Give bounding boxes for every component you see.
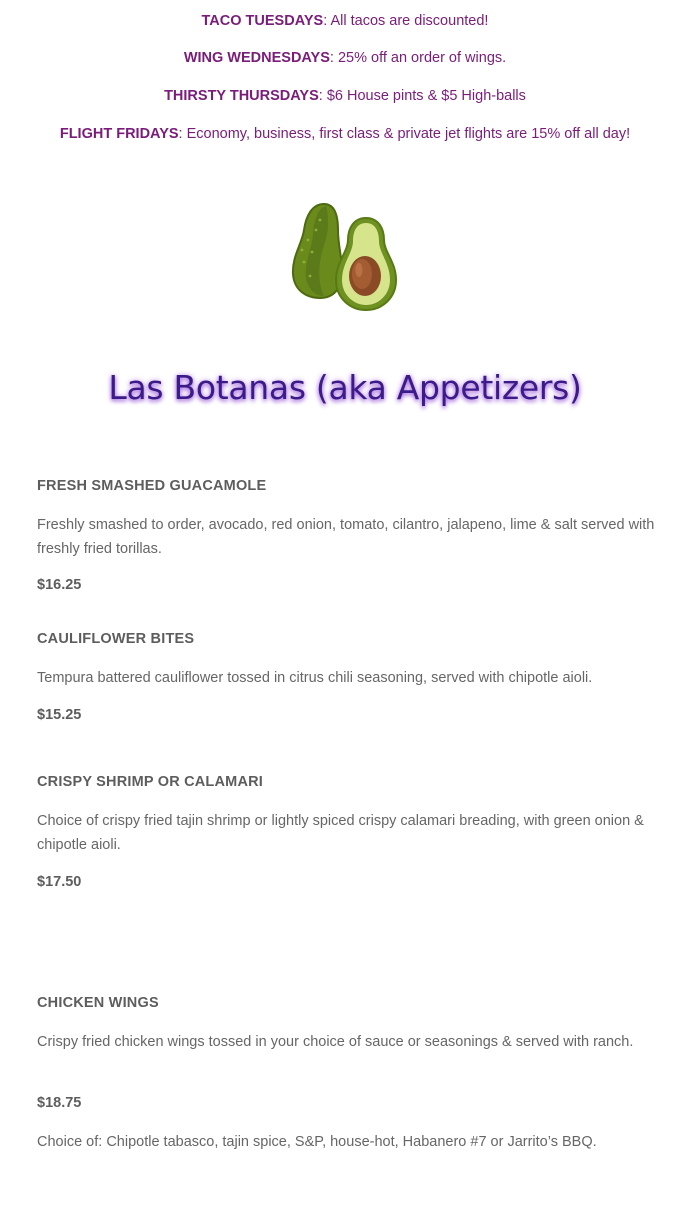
special-text: : $6 House pints & $5 High-balls [318, 88, 526, 104]
item-name-shrimp-calamari: CRISPY SHRIMP OR CALAMARI [37, 774, 264, 790]
item-description-chicken-wings: Crispy fried chicken wings tossed in your choice of sauce or seasonings & served with ranch. [37, 1034, 634, 1050]
special-day: WING WEDNESDAYS [183, 50, 330, 66]
item-description-shrimp-calamari: Choice of crispy fried tajin shrimp or lightly spiced crispy calamari breading, with green onion & chipotle aioli. [37, 813, 644, 853]
special-day: FLIGHT FRIDAYS [59, 126, 179, 142]
item-name-cauliflower-bites: CAULIFLOWER BITES [37, 631, 195, 647]
item-price-chicken-wings: $18.75 [37, 1095, 82, 1111]
special-thirsty-thursdays [0, 88, 690, 104]
avocado-icon [290, 200, 402, 315]
special-text: : Economy, business, first class & private jet flights are 15% off all day! [178, 126, 631, 142]
item-price-shrimp-calamari: $17.50 [37, 874, 82, 890]
item-price-cauliflower-bites: $15.25 [37, 707, 82, 723]
section-title: Las Botanas (aka Appetizers) [108, 368, 582, 407]
special-wing-wednesdays [0, 50, 690, 66]
item-name-chicken-wings: CHICKEN WINGS [37, 995, 159, 1011]
special-taco-tuesdays [0, 13, 690, 29]
item-description-guacamole: Freshly smashed to order, avocado, red onion, tomato, cilantro, jalapeno, lime & salt served with freshly fried torillas. [37, 517, 655, 557]
special-flight-fridays [0, 126, 690, 142]
special-text: : 25% off an order of wings. [329, 50, 507, 66]
special-day: THIRSTY THURSDAYS [164, 88, 319, 104]
item-price-guacamole: $16.25 [37, 577, 82, 593]
special-text: : All tacos are discounted! [323, 13, 489, 29]
item-name-guacamole: FRESH SMASHED GUACAMOLE [37, 478, 267, 494]
item-description-cauliflower-bites: Tempura battered cauliflower tossed in citrus chili seasoning, served with chipotle aioli. [37, 670, 593, 686]
special-day: TACO TUESDAYS [201, 13, 324, 29]
item-note-chicken-wings: Choice of: Chipotle tabasco, tajin spice, S&P, house-hot, Habanero #7 or Jarrito’s BBQ. [37, 1134, 597, 1150]
